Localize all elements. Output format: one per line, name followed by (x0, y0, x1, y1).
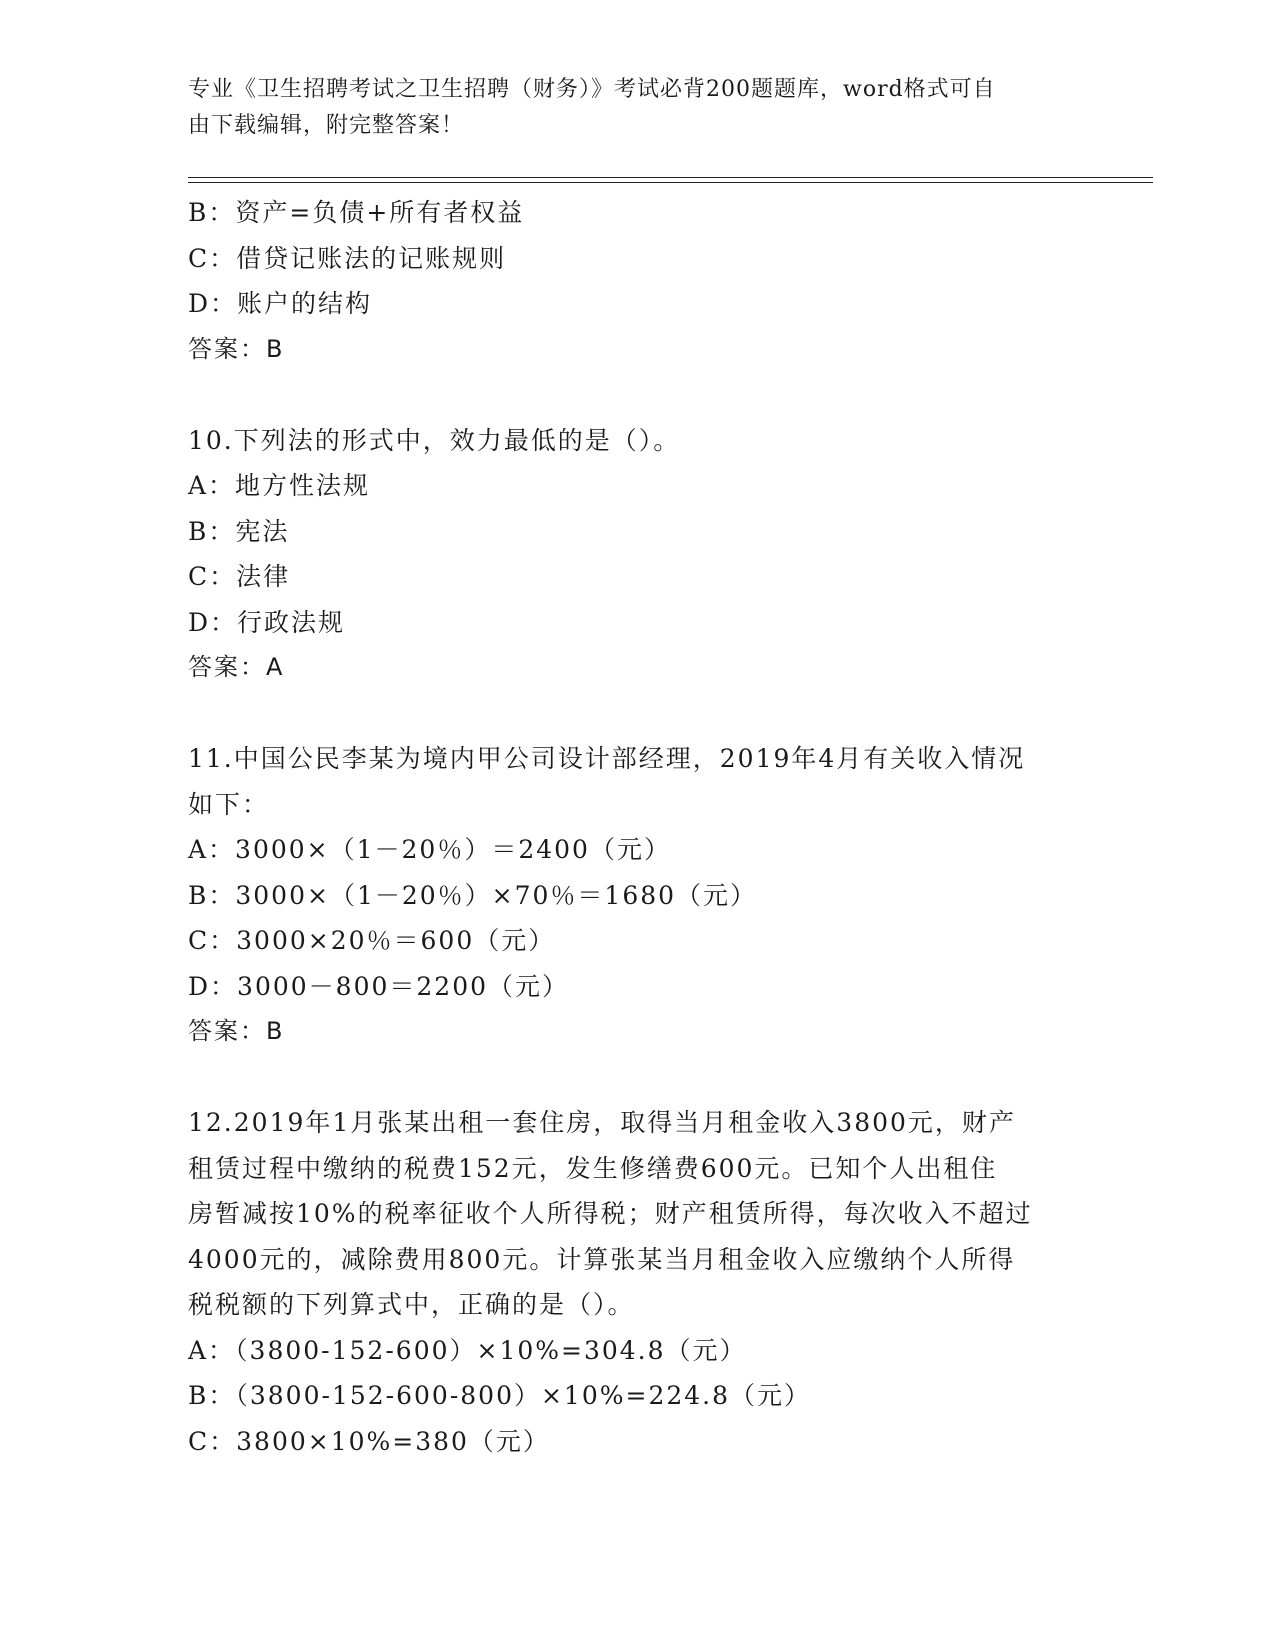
question-12 (188, 1100, 1088, 1464)
option-a: A：3000×（1－20％）＝2400（元） (188, 835, 671, 864)
option-d: D：行政法规 (188, 607, 346, 637)
option-c: C：借贷记账法的记账规则 (188, 243, 507, 273)
header-line-2: 由下载编辑，附完整答案！ (188, 113, 465, 138)
option-c: C：3000×20％＝600（元） (188, 926, 556, 955)
question-10 (188, 418, 1088, 691)
option-b: B：资产=负债+所有者权益 (188, 198, 525, 227)
question-stem-line: 税税额的下列算式中，正确的是（）。 (188, 1290, 635, 1319)
question-stem-line: 11.中国公民李某为境内甲公司设计部经理，2019年4月有关收入情况 (188, 744, 1026, 773)
header-divider-top (188, 177, 1153, 178)
answer: 答案：B (188, 1017, 285, 1045)
option-a: A：（3800-152-600）×10%=304.8（元） (188, 1335, 747, 1365)
answer: 答案：A (188, 653, 285, 681)
option-c: C：法律 (188, 562, 291, 591)
option-a: A：地方性法规 (188, 471, 371, 500)
answer: 答案：B (188, 334, 285, 363)
option-b: B：3000×（1－20％）×70％＝1680（元） (188, 880, 758, 910)
question-stem-line: 租赁过程中缴纳的税费152元，发生修缮费600元。已知个人出租住 (188, 1153, 998, 1183)
question-list (188, 190, 1088, 1464)
option-d: D：3000－800＝2200（元） (188, 971, 570, 1001)
question-stem-line: 12.2019年1月张某出租一套住房，取得当月租金收入3800元，财产 (188, 1108, 1016, 1137)
option-d: D：账户的结构 (188, 289, 373, 318)
document-header (188, 72, 1068, 144)
question-stem-line: 房暂减按10%的税率征收个人所得税；财产租赁所得，每次收入不超过 (188, 1199, 1033, 1228)
question-9 (188, 190, 1088, 372)
header-divider-bottom (188, 182, 1153, 183)
header-line-1: 专业《卫生招聘考试之卫生招聘（财务）》考试必背200题题库，word格式可自 (188, 77, 996, 102)
question-stem-line: 如下： (188, 789, 270, 819)
option-c: C：3800×10%=380（元） (188, 1426, 550, 1456)
question-stem: 10.下列法的形式中，效力最低的是（）。 (188, 425, 681, 455)
option-b: B：（3800-152-600-800）×10%=224.8（元） (188, 1381, 812, 1410)
option-b: B：宪法 (188, 516, 290, 546)
question-11 (188, 736, 1088, 1055)
question-stem-line: 4000元的，减除费用800元。计算张某当月租金收入应缴纳个人所得 (188, 1244, 1016, 1274)
